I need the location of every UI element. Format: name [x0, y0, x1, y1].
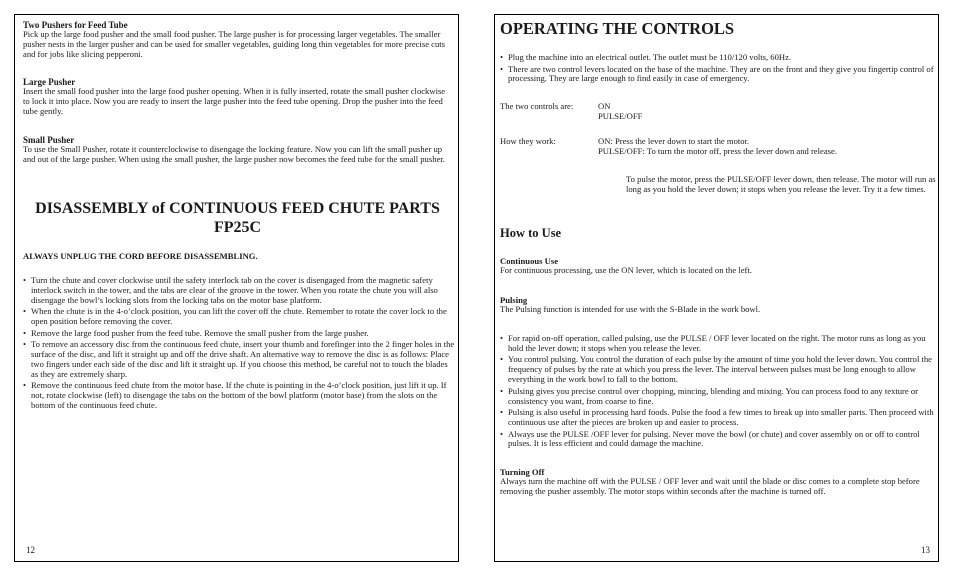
continuous-use-text: For continuous processing, use the ON lever, which is located on the left. [500, 265, 752, 275]
disassembly-title-line1: DISASSEMBLY of CONTINUOUS FEED CHUTE PARTS [35, 200, 440, 217]
list-item: • To remove an accessory disc from the continuous feed chute, insert your thumb and forefinger into the 2 finger holes in the surface of the disc, and lift it straight up and off the drive shaft. An alternative way to remove the disc is as follows: Place two fingers under each side of the disc and lift it straight up. If you choose this method, be careful not to touch the blades as they are extremely sharp. [23, 340, 455, 380]
two-pushers-heading: Two Pushers for Feed Tube [23, 20, 128, 30]
controls-label: The two controls are: [500, 101, 574, 111]
list-item: • For rapid on-off operation, called pulsing, use the PULSE / OFF lever located on the right. The motor runs as long as you hold the lever down; it stops when you release the lever. [500, 334, 936, 354]
continuous-use-heading: Continuous Use [500, 256, 559, 266]
unplug-warning: ALWAYS UNPLUG THE CORD BEFORE DISASSEMBLING. [23, 251, 258, 261]
large-pusher-heading: Large Pusher [23, 77, 76, 87]
how-on-text: ON: Press the lever down to start the motor. [598, 136, 750, 146]
operating-title: OPERATING THE CONTROLS [500, 19, 735, 38]
large-pusher-text: Insert the small food pusher into the large food pusher opening. When it is fully inserted, rotate the small pusher clockwise to lock it into place. Now you are ready to insert the large pusher into the feed tube opening. Drop the pusher into the feed tube gently. [23, 86, 446, 116]
left-page [14, 14, 459, 562]
small-pusher-heading: Small Pusher [23, 135, 75, 145]
turning-off-heading: Turning Off [500, 467, 545, 477]
control-pulse-off: PULSE/OFF [598, 110, 643, 121]
how-label: How they work: [500, 136, 556, 146]
page-number: 12 [26, 545, 35, 555]
list-item: • Plug the machine into an electrical outlet. The outlet must be 110/120 volts, 60Hz. [500, 53, 935, 63]
list-item: • When the chute is in the 4-o’clock position, you can lift the cover off the chute. Remember to rotate the cover lock to the open position before removing the cover. [23, 307, 455, 327]
disassembly-title [15, 199, 460, 237]
list-item: • Turn the chute and cover clockwise until the safety interlock tab on the cover is disengaged from the magnetic safety interlock switch in the tower, and the tabs are clear of the groove in the tower. When you rotate the chute you will also disengage the bowl’s locking slots from the locking tabs on the motor base platform. [23, 276, 455, 306]
list-item: • Pulsing gives you precise control over chopping, mincing, blending and mixing. You can process food to any texture or consistency you want, from coarse to fine. [500, 387, 936, 407]
page-number: 13 [921, 545, 930, 555]
two-pushers-text: Pick up the large food pusher and the small food pusher. The large pusher is for processing larger vegetables. The smaller pusher nests in the larger pusher and can be used for smaller vegetables, guiding long thin vegetables for more precise cuts and for jobs like slicing pepperoni. [23, 29, 445, 59]
pulsing-list [500, 334, 936, 449]
disassembly-steps [23, 276, 455, 411]
pulsing-text: The Pulsing function is intended for use with the S-Blade in the work bowl. [500, 304, 761, 314]
list-item: • Pulsing is also useful in processing hard foods. Pulse the food a few times to break up into smaller parts. Then proceed with continuous use after the pieces are broken up and easier to process. [500, 408, 936, 428]
intro-list [500, 53, 935, 84]
right-page [494, 14, 939, 562]
how-to-use-heading: How to Use [500, 226, 562, 240]
control-on: ON [598, 101, 611, 111]
list-item: • Remove the continuous feed chute from the motor base. If the chute is pointing in the 4-o’clock position, just lift it up. If not, rotate clockwise (left) to disengage the tabs on the bottom of the bowl platform (motor base) from the slots on the bottom of the continuous feed chute. [23, 381, 455, 411]
turning-off-text: Always turn the machine off with the PULSE / OFF lever and wait until the blade or disc comes to a complete stop before removing the pusher assembly. The motor stops within seconds after the machine is turned off. [500, 476, 920, 496]
list-item: • Remove the large food pusher from the feed tube. Remove the small pusher from the large pusher. [23, 329, 455, 339]
how-pulse-text: To pulse the motor, press the PULSE/OFF lever down, then release. The motor will run as long as you hold the lever down; it stops when you release the lever. Try it a few times. [626, 174, 936, 194]
pulsing-heading: Pulsing [500, 295, 528, 305]
list-item: • You control pulsing. You control the duration of each pulse by the amount of time you hold the lever down. You control the frequency of pulses by the rate at which you press the lever. The interval between pulses must be long enough to allow everything in the work bowl to fall to the bottom. [500, 355, 936, 385]
disassembly-title-line2: FP25C [213, 219, 262, 236]
list-item: • Always use the PULSE /OFF lever for pulsing. Never move the bowl (or chute) and cover assembly on or off to control pulses. It is less efficient and could damage the machine. [500, 430, 936, 450]
small-pusher-text: To use the Small Pusher, rotate it counterclockwise to disengage the locking feature. Now you can lift the small pusher up and out of the large pusher. When using the small pusher, the large pusher now becomes the feed tube for the small pusher. [23, 144, 445, 164]
list-item: • There are two control levers located on the base of the machine. They are on the front and they give you fingertip control of processing. They are large enough to find easily in case of emergency. [500, 65, 935, 85]
how-pulseoff-text: PULSE/OFF: To turn the motor off, press the lever down and release. [598, 146, 837, 157]
